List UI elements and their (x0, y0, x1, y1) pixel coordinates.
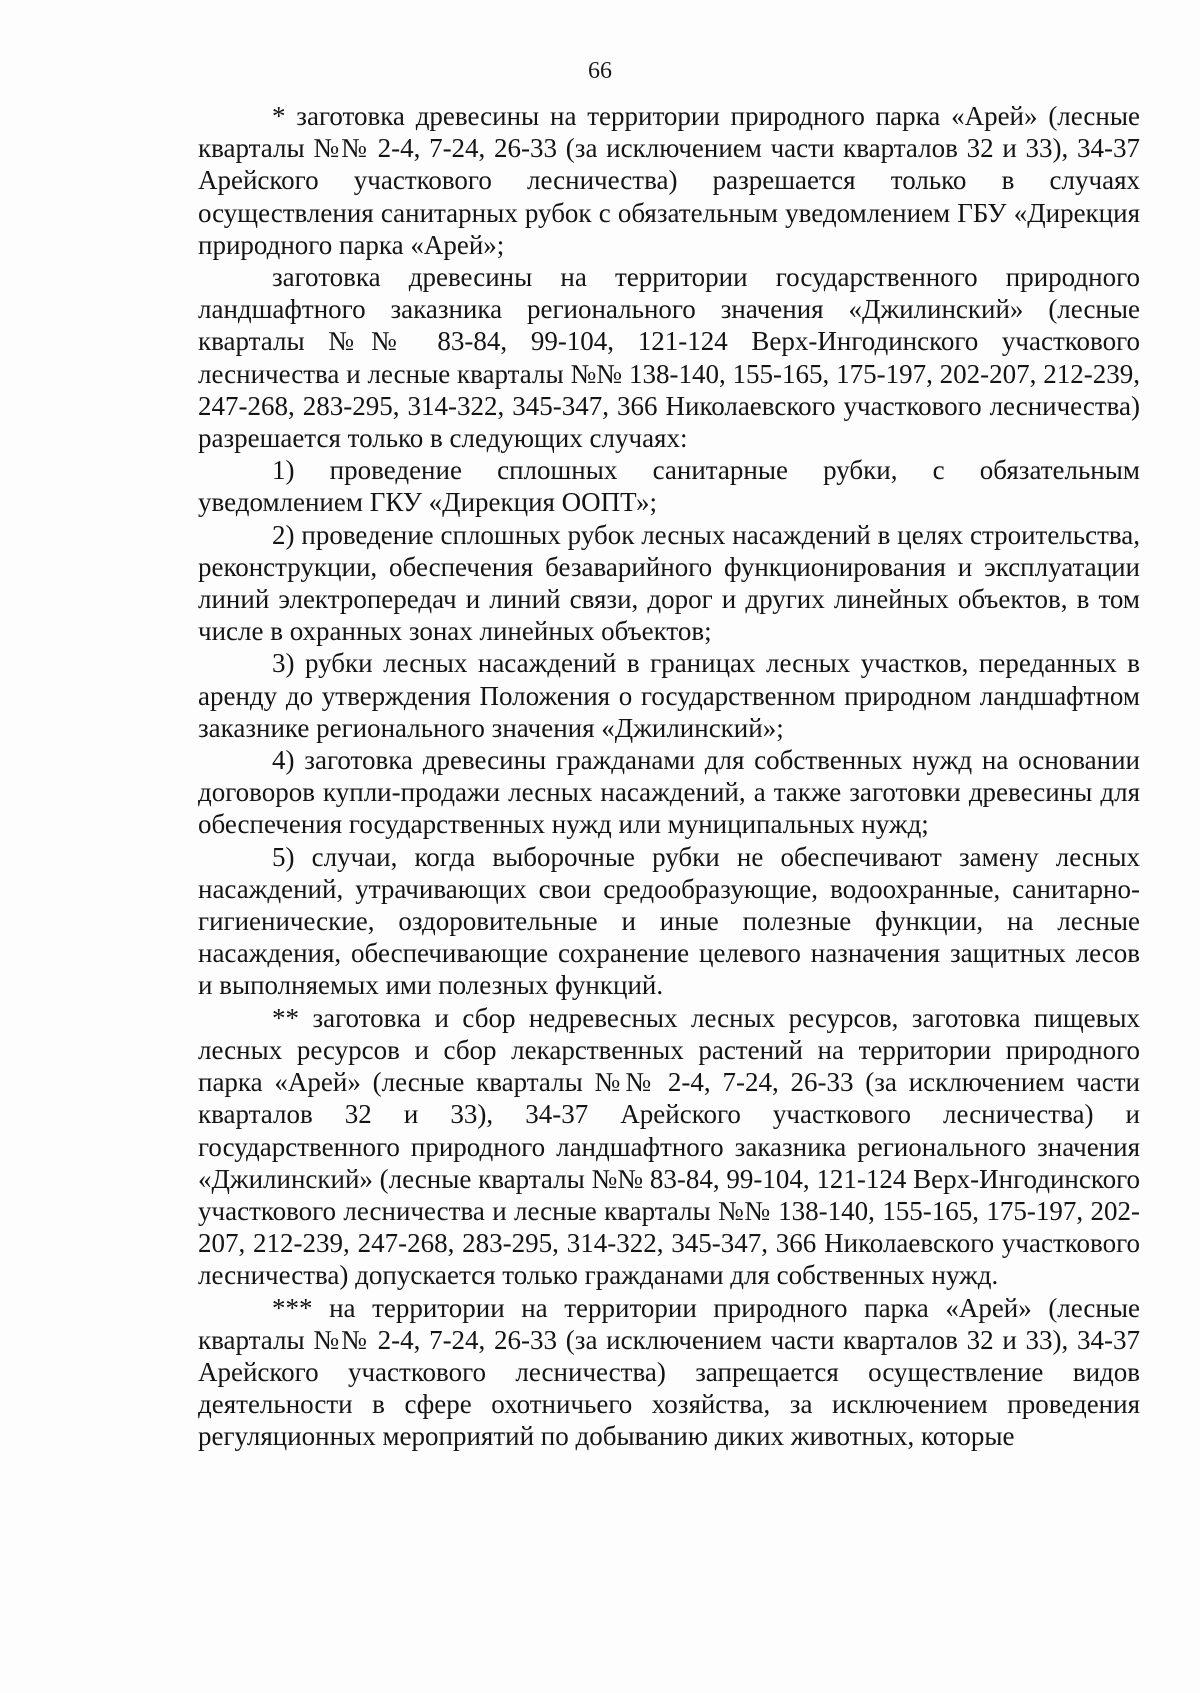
paragraph-non-timber-resources: ** заготовка и сбор недревесных лесных ресурсов, заготовка пищевых лесных ресурсов и сбор лекарственных растений на территории природного парка «Арей» (лесные кварталы №№ 2-4, 7-24, 26-33 (за исключением части кварталов 32 и 33), 34-37 Арейского участкового лесничества) и государственного природного ландшафтного заказника регионального значения «Джилинский» (лесные кварталы №№ 83-84, 99-104, 121-124 Верх-Ингодинского участкового лесничества и лесные кварталы №№ 138-140, 155-165, 175-197, 202-207, 212-239, 247-268, 283-295, 314-322, 345-347, 366 Николаевского участкового лесничества) допускается только гражданами для собственных нужд. (198, 1002, 1140, 1291)
paragraph-dzhilinsky-timber-harvest: заготовка древесины на территории государственного природного ландшафтного заказника регионального значения «Джилинский» (лесные кварталы №№ 83-84, 99-104, 121-124 Верх-Ингодинского участкового лесничества и лесные кварталы №№ 138-140, 155-165, 175-197, 202-207, 212-239, 247-268, 283-295, 314-322, 345-347, 366 Николаевского участкового лесничества) разрешается только в следующих случаях: (198, 262, 1140, 454)
list-item-5: 5) случаи, когда выборочные рубки не обеспечивают замену лесных насаждений, утрачивающих свои средообразующие, водоохранные, санитарно-гигиенические, оздоровительные и иные полезные функции, на лесные насаждения, обеспечивающие сохранение целевого назначения защитных лесов и выполняемых ими полезных функций. (198, 841, 1140, 1001)
list-item-3: 3) рубки лесных насаждений в границах лесных участков, переданных в аренду до утверждения Положения о государственном природном ландшафтном заказнике регионального значения «Джилинский»; (198, 648, 1140, 743)
list-item-1: 1) проведение сплошных санитарные рубки, с обязательным уведомлением ГКУ «Дирекция ООПТ»; (198, 455, 1140, 518)
list-item-4: 4) заготовка древесины гражданами для собственных нужд на основании договоров купли-продажи лесных насаждений, а также заготовки древесины для обеспечения государственных нужд или муниципальных нужд; (198, 745, 1140, 840)
document-body (198, 100, 1140, 1453)
page-number: 66 (588, 58, 612, 84)
paragraph-arey-timber-harvest: * заготовка древесины на территории природного парка «Арей» (лесные кварталы №№ 2-4, 7-24, 26-33 (за исключением части кварталов 32 и 33), 34-37 Арейского участкового лесничества) разрешается только в случаях осуществления санитарных рубок с обязательным уведомлением ГБУ «Дирекция природного парка «Арей»; (198, 101, 1140, 260)
list-item-2: 2) проведение сплошных рубок лесных насаждений в целях строительства, реконструкции, обеспечения безаварийного функционирования и эксплуатации линий электропередач и линий связи, дорог и других линейных объектов, в том числе в охранных зонах линейных объектов; (198, 519, 1140, 647)
paragraph-hunting-restrictions: *** на территории на территории природного парка «Арей» (лесные кварталы №№ 2-4, 7-24, 26-33 (за исключением части кварталов 32 и 33), 34-37 Арейского участкового лесничества) запрещается осуществление видов деятельности в сфере охотничьего хозяйства, за исключением проведения регуляционных мероприятий по добыванию диких животных, которые (198, 1292, 1140, 1452)
